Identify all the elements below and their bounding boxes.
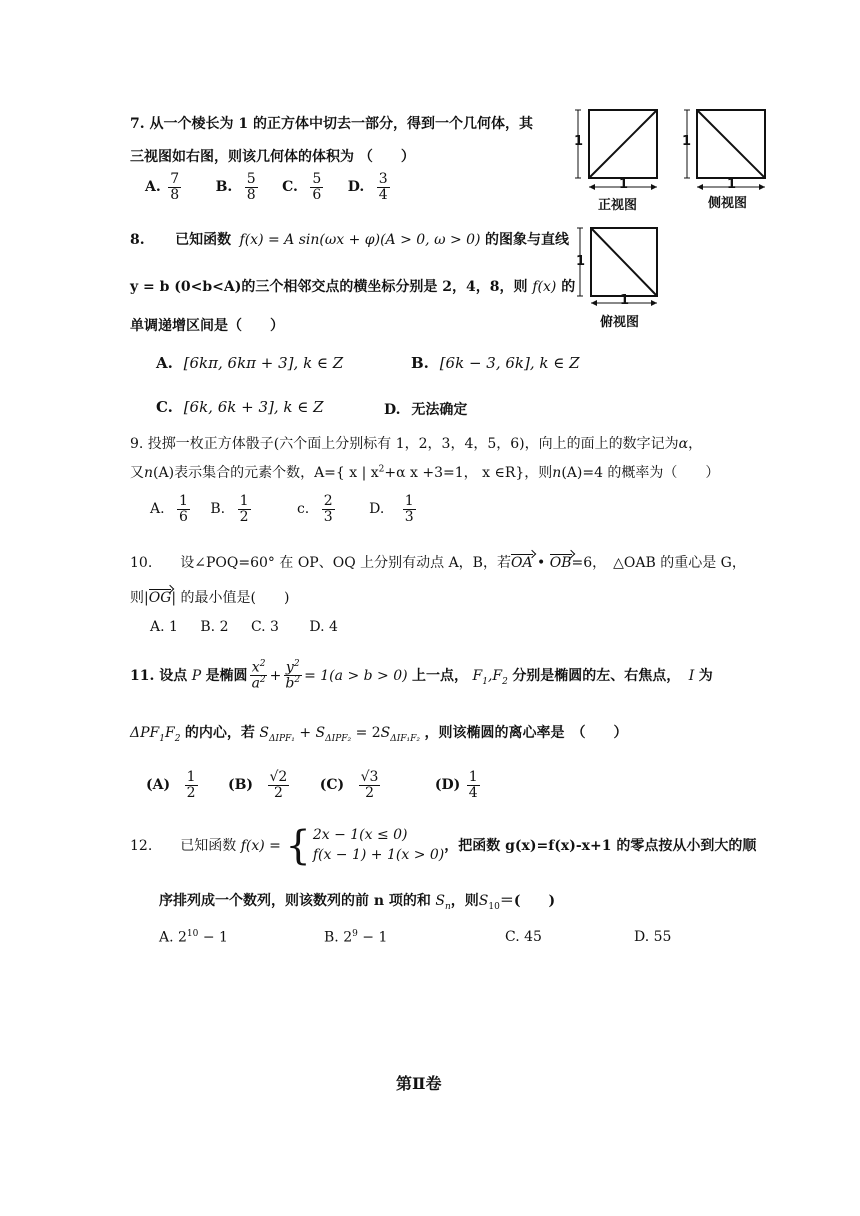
q9-option-a-fraction — [177, 494, 190, 524]
q7-option-c-fraction — [310, 172, 323, 202]
q9-line2-d: (A)=4 的概率为（ ） — [561, 465, 720, 481]
front-view-caption: 正视图 — [598, 198, 638, 213]
q9-n: n — [144, 465, 154, 481]
q11-i: I — [688, 667, 695, 684]
q9-a-num: 1 — [179, 493, 188, 509]
q12-option-b-base: B. 2 — [324, 929, 353, 946]
q11-line1-c: 上一点， — [412, 667, 469, 684]
q11-line1-e: 为 — [698, 667, 713, 684]
q10-options — [150, 619, 338, 635]
q11-a-num: 1 — [186, 769, 196, 785]
q7-option-a-fraction — [168, 172, 181, 202]
q7-options — [145, 172, 392, 202]
q9-d-num: 1 — [404, 493, 414, 509]
q8-number: 8. — [130, 232, 145, 248]
q12-s10-sub: 10 — [488, 901, 500, 912]
q11-eq2: = 2 — [355, 725, 381, 741]
q12-option-a-tail: − 1 — [198, 929, 228, 946]
q10-option-a: A. 1 — [150, 619, 178, 635]
q11-b-den: 2 — [273, 784, 283, 801]
q12-line2-c: ＝( ) — [499, 893, 556, 909]
q11-option-c-fraction — [359, 770, 381, 800]
q12-option-a-base: A. 2 — [159, 929, 187, 946]
q11-a: a — [251, 676, 260, 692]
q7-c-num: 5 — [312, 171, 322, 187]
q11-b-num: √2 — [269, 769, 288, 785]
q11-s1-sub: ΔIPF₁ — [268, 733, 295, 744]
q9-line2-b: (A)表示集合的元素个数，A={ x | x — [153, 465, 379, 481]
q11-s3-sub: ΔIF₁F₂ — [390, 733, 421, 744]
q9-a-den: 6 — [179, 508, 188, 525]
side-view-width-label: 1 — [727, 177, 737, 192]
q11-s3: S — [380, 725, 391, 741]
top-view-height-label: 1 — [576, 254, 586, 269]
q9-option-a-label: A. — [150, 501, 165, 518]
q7-b-den: 8 — [246, 186, 256, 203]
q11-eq-tail: = 1(a > b > 0) — [304, 667, 408, 684]
side-view-caption: 侧视图 — [708, 196, 748, 211]
q9-b-num: 1 — [239, 493, 249, 509]
q11-x-sq: 2 — [259, 659, 266, 669]
q8-option-d — [384, 399, 467, 419]
q9-alpha: α — [678, 436, 689, 452]
q7-d-num: 3 — [378, 171, 388, 187]
q11-d-den: 4 — [468, 784, 478, 801]
q12-case1: 2x − 1(x ≤ 0) — [312, 827, 408, 844]
q12-line1 — [130, 823, 757, 869]
q7-option-b-label: B. — [215, 179, 233, 196]
q12-brace: { — [285, 823, 311, 869]
q12-option-b-tail: − 1 — [357, 929, 388, 946]
q10-line1-text: 10. 设∠POQ=60° 在 OP、OQ 上分别有动点 A，B，若 — [130, 555, 511, 571]
q8-option-a — [156, 354, 343, 372]
front-view-height-label: 1 — [574, 134, 584, 149]
q12-line2-a: 序排列成一个数列，则该数列的前 n 项的和 — [159, 893, 431, 909]
q9-b-den: 2 — [239, 508, 249, 525]
q9-option-c-fraction — [322, 494, 335, 524]
q11-f1: F — [472, 667, 483, 684]
q10-vector-oa: OA — [510, 555, 533, 571]
q10-option-d: D. 4 — [309, 619, 338, 635]
q11-s2-sub: ΔIPF₂ — [325, 733, 352, 744]
side-view — [684, 110, 765, 190]
q11-s1: S — [259, 725, 269, 741]
q8-option-a-text: [6kπ, 6kπ + 3], k ∈ Z — [183, 354, 344, 372]
front-view — [575, 110, 657, 190]
section-title: 第Ⅱ卷 — [396, 1074, 442, 1093]
q8-option-c-text: [6k, 6k + 3], k ∈ Z — [183, 398, 324, 416]
q8-option-b-text: [6k − 3, 6k], k ∈ Z — [439, 354, 580, 372]
q11-line1-d: 分别是椭圆的左、右焦点， — [512, 667, 681, 684]
q12-option-b-exp: 9 — [352, 929, 358, 939]
q9-options — [150, 494, 418, 524]
q11-option-b-label: (B) — [227, 777, 254, 794]
q11-line2-d: ，则该椭圆的离心率是 （ ） — [424, 725, 628, 741]
q11-line1-b: 是椭圆 — [205, 667, 248, 684]
q8-option-c-label: C. — [156, 398, 173, 416]
q9-option-d-label: D. — [369, 501, 385, 518]
q8-option-a-label: A. — [156, 354, 173, 372]
q9-option-b-label: B. — [210, 501, 226, 518]
q12-cases — [313, 826, 444, 865]
q7-b-num: 5 — [246, 171, 256, 187]
q9-option-d-fraction — [403, 494, 416, 524]
q7-stem-line2: 三视图如右图，则该几何体的体积为 （ ） — [130, 149, 415, 165]
q11-a-den: 2 — [186, 784, 196, 801]
q7-a-den: 8 — [170, 186, 180, 203]
q12-line2 — [159, 890, 555, 912]
q11-y: y — [285, 659, 294, 676]
q11-plus: + — [299, 725, 312, 741]
q11-option-b-fraction — [268, 770, 290, 800]
q11-c-num: √3 — [360, 769, 379, 785]
q9-n2: n — [552, 465, 562, 481]
q11-d-num: 1 — [468, 769, 478, 785]
q11-x-fraction — [250, 660, 268, 692]
q7-option-a-label: A. — [145, 179, 161, 196]
q12-sn: S — [435, 893, 445, 909]
q11-options — [146, 770, 482, 800]
q11-p: P — [191, 667, 202, 684]
q11-triangle: ΔPF — [130, 725, 160, 741]
q11-y-fraction — [283, 660, 302, 692]
q9-option-c-label: c. — [296, 501, 310, 518]
q8-text-a: 已知函数 — [175, 232, 232, 248]
q8-line2-func: f(x) — [532, 279, 557, 295]
q11-b: b — [285, 676, 295, 692]
q12-option-c: C. 45 — [505, 929, 542, 945]
q9-d-den: 3 — [404, 508, 414, 525]
side-view-height-label: 1 — [682, 134, 692, 149]
q12-option-d: D. 55 — [634, 929, 672, 945]
q10-line2 — [130, 587, 289, 607]
q11-y-sq: 2 — [293, 659, 300, 669]
q12-option-a-exp: 10 — [186, 929, 199, 939]
top-view-caption: 俯视图 — [600, 315, 640, 330]
q9-line2-a: 又 — [130, 465, 144, 481]
q11-s2: S — [315, 725, 326, 741]
q10-dot: • — [532, 555, 550, 571]
q11-option-d-fraction — [467, 770, 480, 800]
q11-line2-c: 的内心，若 — [184, 725, 255, 741]
q9-line1 — [130, 433, 702, 453]
q11-option-a-label: (A) — [146, 777, 171, 794]
q9-line2-c: +α x +3=1， x ∈R}，则 — [384, 465, 553, 481]
q8-text-b: 的图象与直线 — [484, 232, 569, 248]
q11-option-c-label: (C) — [319, 777, 345, 794]
three-views-figure — [570, 100, 770, 340]
top-view — [577, 228, 657, 306]
q10-option-c: C. 3 — [250, 619, 279, 635]
q8-function: f(x) = A sin(ωx + φ)(A > 0, ω > 0) — [239, 232, 481, 248]
q11-b-sq: 2 — [294, 675, 301, 686]
q10-line1-tail: =6， △OAB 的重心是 G， — [571, 555, 746, 571]
q8-line1 — [130, 229, 569, 249]
q12-sn-sub: n — [444, 901, 451, 912]
q9-line2 — [130, 462, 719, 482]
q7-option-d-label: D. — [347, 179, 365, 196]
q7-c-den: 6 — [312, 186, 322, 203]
q9-c-num: 2 — [323, 493, 333, 509]
q7-option-c-label: C. — [282, 179, 298, 196]
q8-line3: 单调递增区间是（ ） — [130, 318, 284, 334]
q11-line1: 11. 设点 P 是椭圆 $\frac{x^2}{a^2}$ + $\frac{y^2}{b^2}$ = 1(a > b > 0) 上一点， $F_1,F_2$ 分别是椭圆的左、右焦点， I 为 — [130, 659, 713, 692]
q8-option-d-text: 无法确定 — [411, 402, 468, 418]
q8-option-b — [411, 354, 580, 372]
q11-option-d-label: (D) — [434, 777, 461, 794]
q8-line2-text: y = b (0<b<A)的三个相邻交点的横坐标分别是 2，4，8，则 — [130, 279, 528, 295]
q12-line2-b: ，则 — [450, 893, 479, 909]
q11-c-den: 2 — [365, 784, 374, 801]
q11-f2: F — [492, 667, 503, 684]
q11-f2b: F — [164, 725, 175, 741]
q9-line1-tail: ， — [688, 436, 703, 452]
q12-case2: f(x − 1) + 1(x > 0) — [312, 847, 445, 863]
q12-option-b — [324, 929, 387, 946]
q7-option-b-fraction — [245, 172, 258, 202]
q12-option-a — [159, 929, 228, 946]
q11-option-a-fraction — [185, 770, 198, 800]
q12-s10: S — [478, 893, 489, 909]
q8-line2 — [130, 276, 575, 296]
q11-line2: $\Delta PF_1F_2$ 的内心，若 $S_{\Delta IPF_1} + S_{\Delta IPF_2} = 2S_{\Delta IF_1F_2}$ ，则该椭圆的离心率是 （ ） — [130, 725, 628, 744]
q10-line2-b: | 的最小值是( ) — [171, 590, 290, 606]
q12-fx: f(x) = — [240, 838, 281, 854]
q9-sup: 2 — [378, 464, 385, 475]
q11-a-sq: 2 — [259, 675, 266, 686]
q10-line2-a: 则| — [130, 590, 149, 606]
q8-option-b-label: B. — [411, 354, 429, 372]
front-view-width-label: 1 — [619, 177, 629, 192]
q7-d-den: 4 — [378, 186, 388, 203]
q9-line1-text: 9. 投掷一枚正方体骰子(六个面上分别标有 1，2，3，4，5，6)，向上的面上的数字记为 — [130, 436, 679, 452]
q12-line1-a: 12. 已知函数 — [130, 838, 237, 854]
q7-a-num: 7 — [170, 171, 180, 187]
q11-line1-a: 11. 设点 — [130, 667, 188, 684]
q8-line2-tail: 的 — [561, 279, 576, 295]
top-view-width-label: 1 — [620, 293, 630, 308]
q9-c-den: 3 — [323, 508, 333, 525]
q7-option-d-fraction — [377, 172, 390, 202]
q10-vector-ob: OB — [549, 555, 572, 571]
q9-option-b-fraction — [238, 494, 251, 524]
q8-option-c — [156, 398, 324, 416]
q10-option-b: B. 2 — [200, 619, 229, 635]
q7-stem-line1: 7. 从一个棱长为 1 的正方体中切去一部分，得到一个几何体，其 — [130, 116, 533, 132]
q8-option-d-label: D. — [384, 402, 401, 418]
q11-foci: $F_1,F_2$ — [472, 667, 508, 687]
q10-line1 — [130, 552, 746, 572]
q10-vector-og: OG — [148, 590, 172, 606]
q11-x: x — [251, 659, 260, 676]
q12-line1-b: ，把函数 g(x)=f(x)-x+1 的零点按从小到大的顺 — [444, 838, 757, 854]
